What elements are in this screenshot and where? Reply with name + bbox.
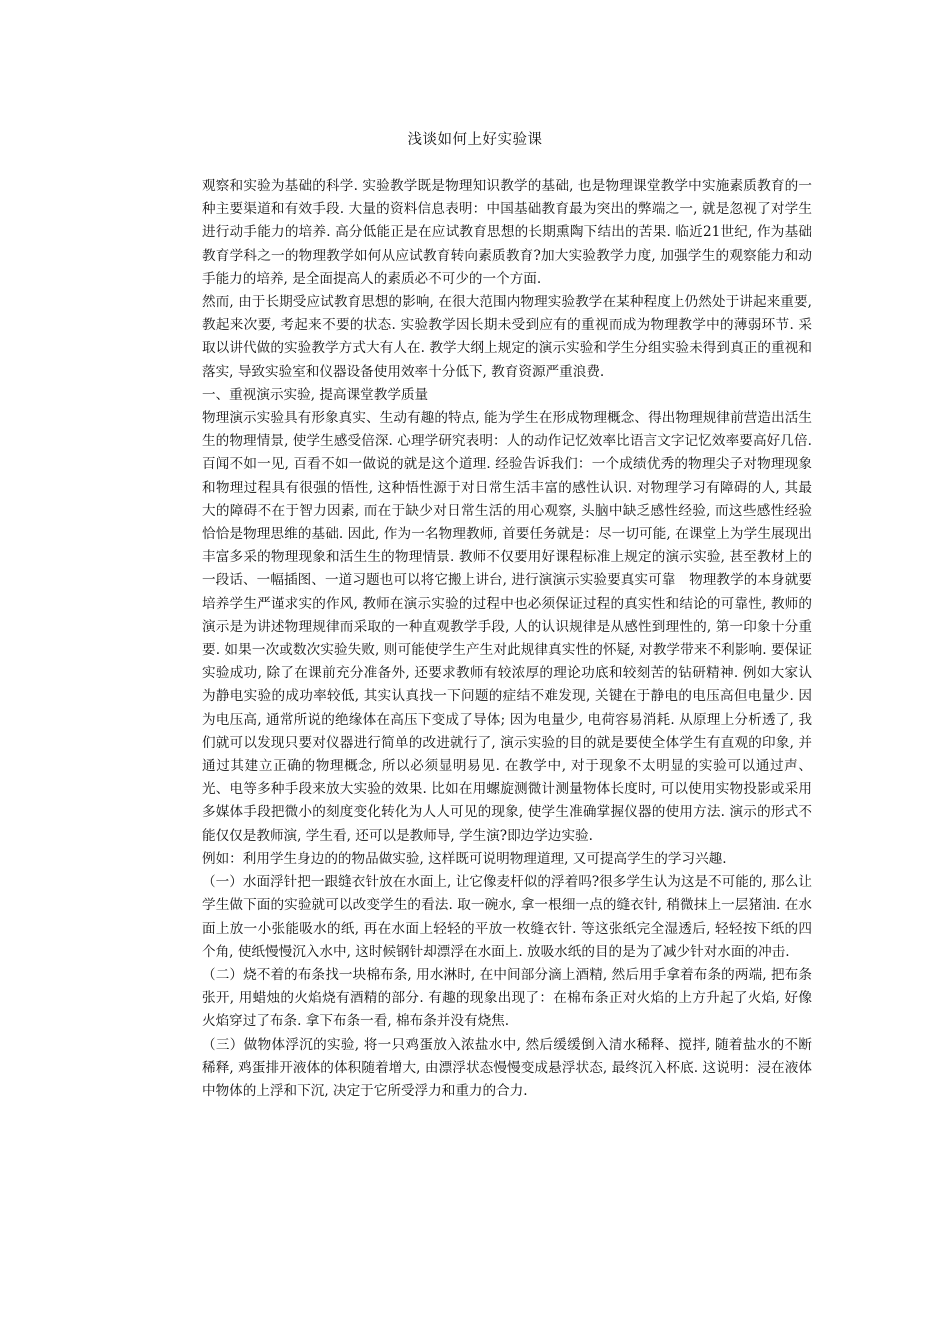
paragraph-problem: 然而, 由于长期受应试教育思想的影响, 在很大范围内物理实验教学在某种程度上仍然处于讲起来重要, 教起来次要, 考起来不要的状态. 实验教学因长期未受到应有的重视而成为物理教学中的薄弱环节. 采取以讲代做的实验教学方式大有人在. 教学大纲上规定的演示实验和学生分组实验未得到真正的重视和落实, 导致实验室和仪器设备使用效率十分低下, 教育资源严重浪费.	[202, 294, 812, 380]
paragraph-example-3: （三）做物体浮沉的实验, 将一只鸡蛋放入浓盐水中, 然后缓缓倒入清水稀释、搅拌, 随着盐水的不断稀释, 鸡蛋排开液体的体积随着增大, 由漂浮状态慢慢变成悬浮状态, 最终沉入杯底. 这说明：浸在液体中物体的上浮和下沉, 决定于它所受浮力和重力的合力.	[202, 1036, 812, 1099]
document-title: 浅谈如何上好实验课	[407, 132, 543, 148]
section-heading-1: 一、重视演示实验, 提高课堂教学质量	[202, 386, 429, 403]
paragraph-demo-experiments: 物理演示实验具有形象真实、生动有趣的特点, 能为学生在形成物理概念、得出物理规律前营造出活生生的物理情景, 使学生感受倍深. 心理学研究表明：人的动作记忆效率比语言文字记忆效率要高好几倍. 百闻不如一见, 百看不如一做说的就是这个道理. 经验告诉我们：一个成绩优秀的物理尖子对物理现象和物理过程具有很强的悟性, 这种悟性源于对日常生活丰富的感性认识. 对物理学习有障碍的人, 其最大的障碍不在于智力因素, 而在于缺少对日常生活的用心观察, 头脑中缺乏感性经验, 而这些感性经验恰恰是物理思维的基础. 因此, 作为一名物理教师, 首要任务就是：尽一切可能, 在课堂上为学生展现出丰富多采的物理现象和活生生的物理情景. 教师不仅要用好课程标准上规定的演示实验, 甚至教材上的一段话、一幅插图、一道习题也可以将它搬上讲台, 进行演演示实验要真实可靠 物理教学的本身就要培养学生严谨求实的作风, 教师在演示实验的过程中也必须保证过程的真实性和结论的可靠性, 教师的演示是为讲述物理规律而采取的一种直观教学手段, 人的认识规律是从感性到理性的, 第一印象十分重要. 如果一次或数次实验失败, 则可能使学生产生对此规律真实性的怀疑, 对教学带来不利影响. 要保证实验成功, 除了在课前充分准备外, 还要求教师有较浓厚的理论功底和较刻苦的钻研精神. 例如大家认为静电实验的成功率较低, 其实认真找一下问题的症结不难发现, 关键在于静电的电压高但电量少. 因为电压高, 通常所说的绝缘体在高压下变成了导体; 因为电量少, 电荷容易消耗. 从原理上分析透了, 我们就可以发现只要对仪器进行简单的改进就行了, 演示实验的目的就是要使全体学生有直观的印象, 并通过其建立正确的物理概念, 所以必须显明易见. 在教学中, 对于现象不太明显的实验可以通过声、光、电等多种手段来放大实验的效果. 比如在用螺旋测微计测量物体长度时, 可以使用实物投影或采用多媒体手段把微小的刻度变化转化为人人可见的现象, 使学生准确掌握仪器的使用方法. 演示的形式不能仅仅是教师演, 学生看, 还可以是教师导, 学生演?即边学边实验.	[202, 410, 812, 844]
document-body	[202, 175, 812, 1103]
paragraph-example-1: （一）水面浮针把一跟缝衣针放在水面上, 让它像麦杆似的浮着吗?很多学生认为这是不可能的, 那么让学生做下面的实验就可以改变学生的看法. 取一碗水, 拿一根细一点的缝衣针, 稍微抹上一层猪油. 在水面上放一小张能吸水的纸, 再在水面上轻轻的平放一枚缝衣针. 等这张纸完全湿透后, 轻轻按下纸的四个角, 使纸慢慢沉入水中, 这时候钢针却漂浮在水面上. 放吸水纸的目的是为了减少针对水面的冲击.	[202, 874, 812, 960]
paragraph-example-intro: 例如：利用学生身边的的物品做实验, 这样既可说明物理道理, 又可提高学生的学习兴趣.	[202, 850, 727, 867]
paragraph-intro: 观察和实验为基础的科学. 实验教学既是物理知识教学的基础, 也是物理课堂教学中实施素质教育的一种主要渠道和有效手段. 大量的资料信息表明：中国基础教育最为突出的弊端之一, 就是忽视了对学生进行动手能力的培养. 高分低能正是在应试教育思想的长期熏陶下结出的苦果. 临近21世纪, 作为基础教育学科之一的物理教学如何从应试教育转向素质教育?加大实验教学力度, 加强学生的观察能力和动手能力的培养, 是全面提高人的素质必不可少的一个方面.	[202, 178, 812, 287]
paragraph-example-2: （二）烧不着的布条找一块棉布条, 用水淋时, 在中间部分滴上酒精, 然后用手拿着布条的两端, 把布条张开, 用蜡烛的火焰烧有酒精的部分. 有趣的现象出现了：在棉布条正对火焰的上方升起了火焰, 好像火焰穿过了布条. 拿下布条一看, 棉布条并没有烧焦.	[202, 966, 812, 1030]
